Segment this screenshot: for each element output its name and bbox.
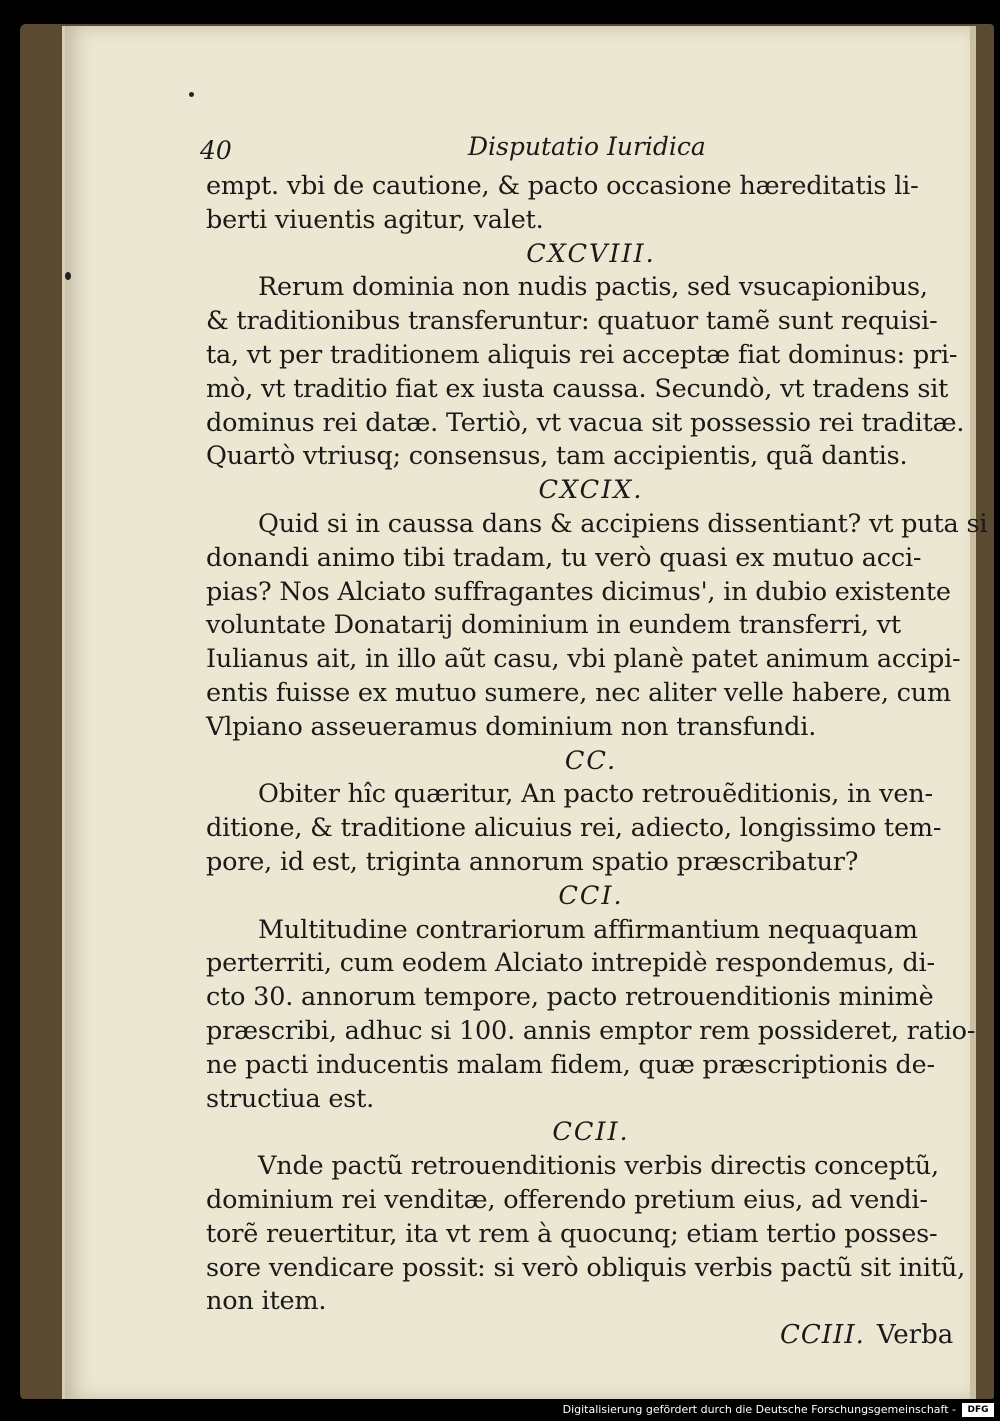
- footer-credit: Digitalisierung gefördert durch die Deutsche Forschungsgemeinschaft -: [562, 1403, 956, 1416]
- ink-spot: [189, 92, 194, 97]
- text-line: empt. vbi de cautione, & pacto occasione hæreditatis li-: [206, 171, 919, 201]
- text-line: præscribi, adhuc si 100. annis emptor rem possideret, ratio-: [206, 1015, 976, 1046]
- text-line: dominus rei datæ. Tertiò, vt vacua sit possessio rei traditæ.: [206, 407, 965, 438]
- text-line: Rerum dominia non nudis pactis, sed vsucapionibus,: [258, 272, 928, 303]
- dfg-logo: DFG: [962, 1403, 994, 1417]
- text-line: dominium rei venditæ, offerendo pretium eius, ad vendi-: [206, 1184, 928, 1215]
- text-line: torẽ reuertitur, ita vt rem à quocunq; etiam tertio posses-: [206, 1218, 938, 1249]
- text-line: berti viuentis agitur, valet.: [206, 204, 544, 235]
- section-number: CCI.: [558, 880, 624, 911]
- text-line: donandi animo tibi tradam, tu verò quasi ex mutuo acci-: [206, 542, 922, 573]
- text-line: Iulianus ait, in illo aũt casu, vbi planè patet animum accipi-: [206, 644, 961, 675]
- text-line: entis fuisse ex mutuo sumere, nec aliter velle habere, cum: [206, 677, 951, 708]
- section-number: CC.: [564, 745, 618, 776]
- text-line: pore, id est, triginta annorum spatio præscribatur?: [206, 846, 859, 877]
- text-line: perterriti, cum eodem Alciato intrepidè respondemus, di-: [206, 948, 935, 979]
- text-line: sore vendicare possit: si verò obliquis verbis pactũ sit initũ,: [206, 1252, 966, 1283]
- text-line: voluntate Donatarij dominium in eundem transferri, vt: [206, 610, 901, 641]
- section-number: CXCIX.: [538, 475, 644, 506]
- catchword-signature: CCIII.: [780, 1320, 865, 1350]
- text-line: cto 30. annorum tempore, pacto retrouenditionis minimè: [206, 982, 934, 1013]
- section-number: CXCVIII.: [526, 238, 656, 269]
- text-line: Quartò vtriusq; consensus, tam accipientis, quã dantis.: [206, 441, 908, 472]
- text-line: Multitudine contrariorum affirmantium nequaquam: [258, 914, 918, 945]
- text-line: Quid si in caussa dans & accipiens dissentiant? vt puta si: [258, 508, 988, 539]
- text-line: ditione, & traditione alicuius rei, adiecto, longissimo tem-: [206, 813, 942, 844]
- ink-spot: [65, 272, 71, 280]
- catchword-word: Verba: [876, 1320, 954, 1350]
- text-line: ta, vt per traditionem aliquis rei acceptæ fiat dominus: pri-: [206, 339, 958, 370]
- text-line: & traditionibus transferuntur: quatuor tamẽ sunt requisi-: [206, 306, 938, 337]
- catchword: [780, 1320, 953, 1350]
- body-text: [206, 170, 988, 1319]
- text-line: ne pacti inducentis malam fidem, quæ præscriptionis de-: [206, 1049, 935, 1080]
- text-line: non item.: [206, 1286, 327, 1317]
- footer-bar: [0, 1399, 1000, 1421]
- text-line: pias? Nos Alciato suffragantes dicimus', in dubio existente: [206, 576, 951, 607]
- text-line: Obiter hîc quæritur, An pacto retrouẽditionis, in ven-: [258, 779, 933, 810]
- running-head: Disputatio Iuridica: [468, 132, 706, 161]
- page-number: 40: [200, 136, 232, 165]
- text-line: mò, vt traditio fiat ex iusta caussa. Secundò, vt tradens sit: [206, 373, 949, 404]
- text-line: Vlpiano asseueramus dominium non transfundi.: [206, 711, 817, 742]
- text-line: structiua est.: [206, 1083, 375, 1114]
- section-number: CCII.: [552, 1117, 630, 1148]
- text-line: Vnde pactũ retrouenditionis verbis directis conceptũ,: [258, 1151, 939, 1182]
